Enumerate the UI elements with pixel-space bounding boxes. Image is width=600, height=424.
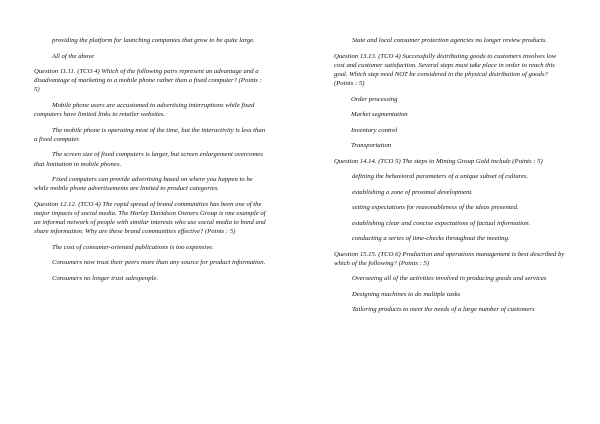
question-text: Question 14.14. (TCO 5) The steps to Mining Group Gold include (Points : 5) — [334, 157, 543, 165]
answer-option: All of the above — [52, 52, 95, 60]
question-text: Question 15.15. (TCO 6) Production and operations management is best described by which of the following? (Points : 5) — [334, 250, 565, 267]
answer-option: Designing machines to do multiple tasks — [352, 290, 461, 298]
answer-option: establishing a zone of proximal development. — [352, 188, 473, 196]
answer-option: Market segmentation — [351, 111, 408, 119]
right-column — [334, 36, 568, 321]
answer-option: The screen size of fixed computers is larger, but screen enlargement overcomes that limitation in mobile phones. — [34, 151, 263, 168]
answer-option: defining the behavioral parameters of a unique subset of cultures. — [352, 173, 529, 181]
answer-option: The mobile phone is operating most of the time, but the interactivity is less than a fixed computer. — [34, 126, 266, 143]
answer-option: Tailoring products to meet the needs of a large number of customers — [352, 306, 535, 314]
question-text: Question 13.13. (TCO 4) Successfully distributing goods to customers involves low cost and customer satisfaction. Several steps must take place in order to reach this goal. Which step need NOT be considered in the physical distribution of goods? (Points : 5) — [334, 52, 557, 88]
answer-option: Consumers no longer trust salespeople. — [52, 274, 159, 282]
left-column — [34, 36, 266, 289]
answer-option: Consumers now trust their peers more than any source for product information. — [52, 259, 266, 267]
answer-option: Mobile phone users are accustomed to advertising interruptions while fixed computers have limited links to retailer websites. — [34, 101, 255, 119]
answer-option: State and local consumer protection agencies no longer review products. — [352, 37, 548, 44]
answer-option: Inventory control — [351, 126, 398, 134]
question-text: Question 12.12. (TCO 4) The rapid spread of brand communities has been one of the major impacts of social media. The Harley Davidson Owners Group is one example of an informal network of people with similar interests who use social media to bond and share information. Why are these brand communities effective? (Points : 5) — [34, 200, 266, 236]
answer-option: conducting a series of time-checks throughout the meeting. — [352, 235, 510, 243]
answer-option: providing the platform for launching companies that grow to be quite large. — [52, 37, 255, 44]
answer-option: The cost of consumer-oriented publications is too expensive. — [52, 243, 214, 251]
answer-option: Order processing — [351, 95, 398, 103]
answer-option: Transportation — [351, 142, 392, 150]
answer-option: Fixed computers can provide advertising based on where you happen to be while mobile phone advertisements are limited to product categories. — [34, 176, 253, 193]
question-text: Question 11.11. (TCO 4) Which of the following pairs represent an advantage and a disadvantage of marketing to a mobile phone rather than a fixed computer? (Points : 5) — [34, 68, 262, 94]
answer-option: establishing clear and concise expectations of factual information. — [352, 219, 531, 227]
answer-option: Overseeing all of the activities involved in producing goods and services — [352, 275, 547, 283]
answer-option: setting expectations for reasonableness of the ideas presented. — [352, 204, 519, 212]
